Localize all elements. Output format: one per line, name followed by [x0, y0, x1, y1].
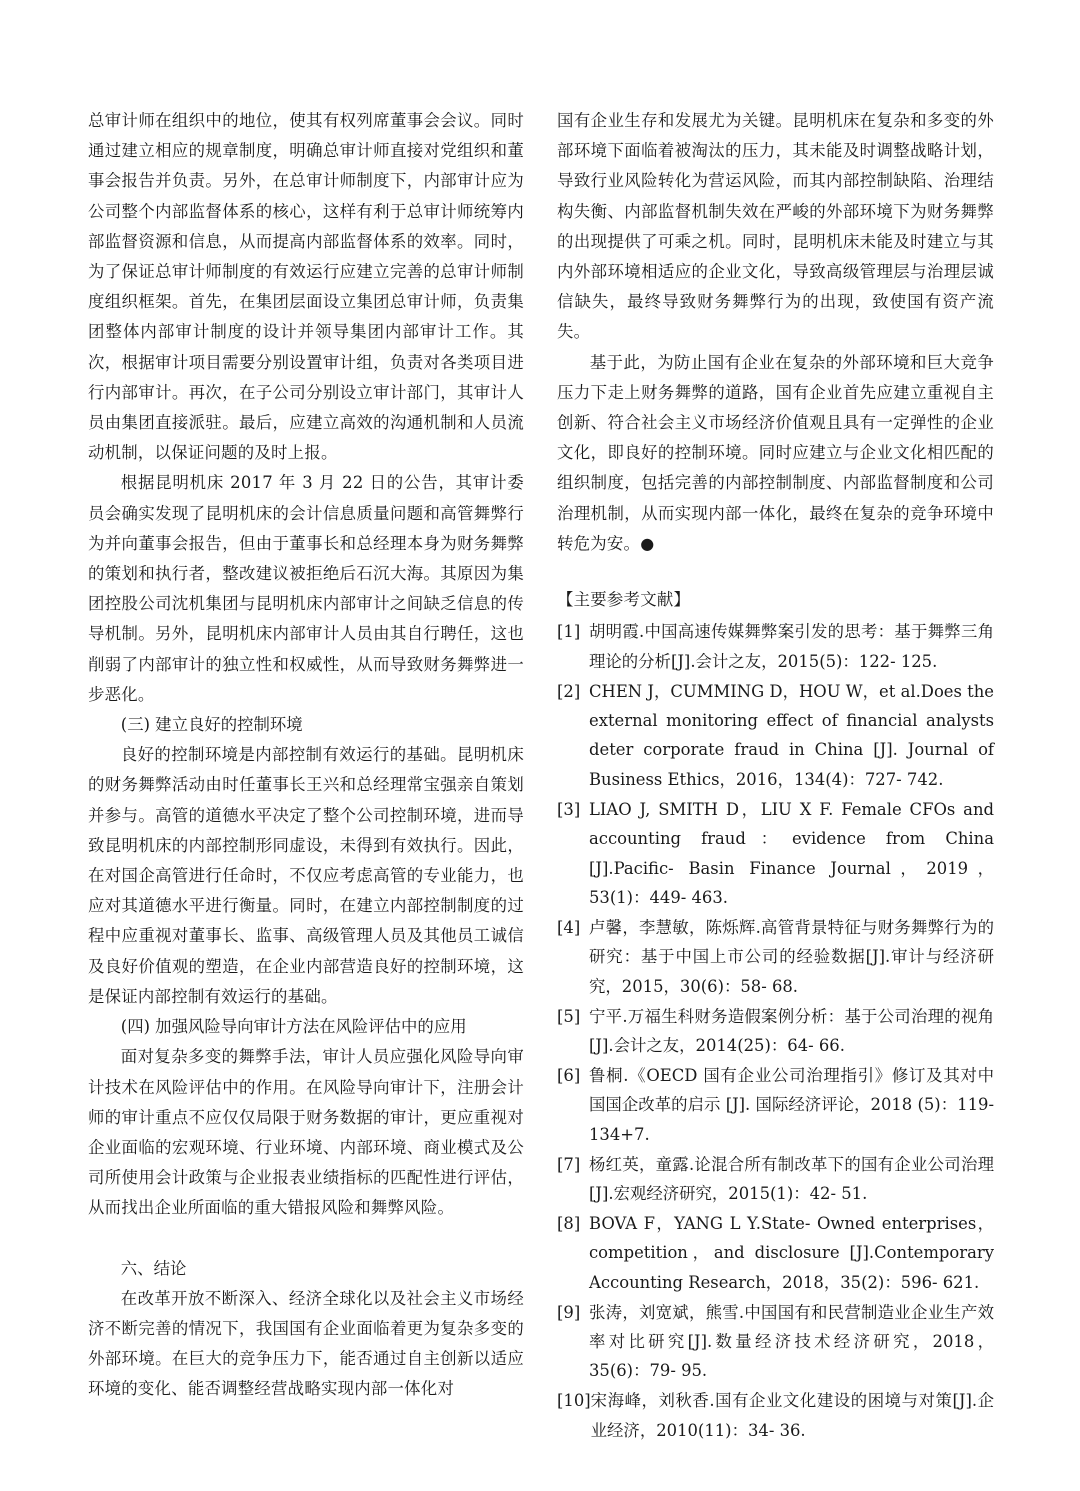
reference-item: [557, 1386, 994, 1445]
reference-item: [557, 677, 994, 795]
body-paragraph: 面对复杂多变的舞弊手法，审计人员应强化风险导向审计技术在风险评估中的作用。在风险导向审计下，注册会计师的审计重点不应仅仅局限于财务数据的审计，更应重视对企业面临的宏观环境、行业环境、内部环境、商业模式及公司所使用会计政策与企业报表业绩指标的匹配性进行评估，从而找出企业所面临的重大错报风险和舞弊风险。: [88, 1047, 524, 1218]
reference-number: [7]: [557, 1154, 581, 1174]
reference-item: [557, 1002, 994, 1061]
paragraph-text: 基于此，为防止国有企业在复杂的外部环境和巨大竞争压力下走上财务舞弊的道路，国有企业首先应建立重视自主创新、符合社会主义市场经济价值观且具有一定弹性的企业文化，即良好的控制环境。同时应建立与企业文化相匹配的组织制度，包括完善的内部控制制度、内部监督制度和公司治理机制，从而实现内部一体化，最终在复杂的竞争环境中转危为安。: [557, 352, 994, 553]
reference-item: [557, 617, 994, 676]
reference-number: [8]: [557, 1213, 581, 1233]
body-paragraph: 良好的控制环境是内部控制有效运行的基础。昆明机床的财务舞弊活动由时任董事长王兴和总经理常宝强亲自策划并参与。高管的道德水平决定了整个公司控制环境，进而导致昆明机床的内部控制形同虚设，未得到有效执行。因此，在对国企高管进行任命时，不仅应考虑高管的专业能力，也应对其道德水平进行衡量。同时，在建立内部控制制度的过程中应重视对董事长、监事、高级管理人员及其他员工诚信及良好价值观的塑造，在企业内部营造良好的控制环境，这是保证内部控制有效运行的基础。: [88, 745, 524, 1006]
reference-list: [557, 617, 994, 1445]
reference-item: [557, 795, 994, 913]
reference-number: [5]: [557, 1006, 581, 1026]
reference-number: [9]: [557, 1302, 581, 1322]
body-paragraph: [557, 348, 994, 559]
subsection-heading: (四) 加强风险导向审计方法在风险评估中的应用: [120, 1017, 467, 1037]
reference-text: 张涛，刘宽斌，熊雪.中国国有和民营制造业企业生产效率对比研究[J].数量经济技术经济研究，2018，35(6)：79- 95.: [589, 1302, 994, 1381]
reference-text: 胡明霞.中国高速传媒舞弊案引发的思考：基于舞弊三角理论的分析[J].会计之友，2015(5)：122- 125.: [589, 622, 994, 671]
section-heading: 六、结论: [120, 1258, 187, 1278]
left-column: [88, 106, 524, 1405]
body-paragraph: 在改革开放不断深入、经济全球化以及社会主义市场经济不断完善的情况下，我国国有企业面临着更为复杂多变的外部环境。在巨大的竞争压力下，能否通过自主创新以适应环境的变化、能否调整经营战略实现内部一体化对: [88, 1288, 524, 1399]
reference-text: CHEN J，CUMMING D，HOU W，et al.Does the external monitoring effect of financial analysts deter corporate fraud in China [J]. Journal of Business Ethics，2016，134(4)：727- 742.: [589, 681, 994, 789]
reference-number: [4]: [557, 917, 581, 937]
reference-number: [6]: [557, 1065, 581, 1085]
reference-text: BOVA F，YANG L Y.State- Owned enterprises，competition，and disclosure [J].Contemporary Accounting Research，2018，35(2)：596- 621.: [589, 1213, 994, 1292]
reference-item: [557, 913, 994, 1001]
reference-text: 鲁桐.《OECD 国有企业公司治理指引》修订及其对中国国企改革的启示 [J]. 国际经济评论，2018 (5)：119- 134+7.: [589, 1065, 994, 1144]
right-column: [557, 106, 994, 1446]
reference-number: [10]: [557, 1391, 591, 1411]
body-paragraph: 总审计师在组织中的地位，使其有权列席董事会会议。同时通过建立相应的规章制度，明确总审计师直接对党组织和董事会报告并负责。另外，在总审计师制度下，内部审计应为公司整个内部监督体系的核心，这样有利于总审计师统筹内部监督资源和信息，从而提高内部监督体系的效率。同时，为了保证总审计师制度的有效运行应建立完善的总审计师制度组织框架。首先，在集团层面设立集团总审计师，负责集团整体内部审计制度的设计并领导集团内部审计工作。其次，根据审计项目需要分别设置审计组，负责对各类项目进行内部审计。再次，在子公司分别设立审计部门，其审计人员由集团直接派驻。最后，应建立高效的沟通机制和人员流动机制，以保证问题的及时上报。: [88, 111, 524, 463]
body-paragraph: 国有企业生存和发展尤为关键。昆明机床在复杂和多变的外部环境下面临着被淘汰的压力，其未能及时调整战略计划，导致行业风险转化为营运风险，而其内部控制缺陷、治理结构失衡、内部监督机制失效在严峻的外部环境下为财务舞弊的出现提供了可乘之机。同时，昆明机床未能及时建立与其内外部环境相适应的企业文化，导致高级管理层与治理层诚信缺失，最终导致财务舞弊行为的出现，致使国有资产流失。: [557, 111, 994, 342]
reference-text: 宁平.万福生科财务造假案例分析：基于公司治理的视角[J].会计之友，2014(25)：64- 66.: [589, 1006, 994, 1055]
reference-number: [2]: [557, 681, 581, 701]
reference-text: 卢馨，李慧敏，陈烁辉.高管背景特征与财务舞弊行为的研究：基于中国上市公司的经验数据[J].审计与经济研究，2015，30(6)：58- 68.: [589, 917, 994, 996]
reference-text: LIAO J, SMITH D，LIU X F. Female CFOs and accounting fraud：evidence from China [J].Pacific- Basin Finance Journal，2019，53(1)：449- 463.: [589, 799, 994, 907]
reference-number: [1]: [557, 622, 581, 642]
reference-text: 杨红英，童露.论混合所有制改革下的国有企业公司治理[J].宏观经济研究，2015(1)：42- 51.: [589, 1154, 994, 1203]
reference-number: [3]: [557, 799, 581, 819]
end-mark-icon: ●: [640, 533, 655, 553]
subsection-heading: (三) 建立良好的控制环境: [120, 715, 303, 735]
reference-item: [557, 1298, 994, 1386]
reference-text: 宋海峰，刘秋香.国有企业文化建设的困境与对策[J].企业经济，2010(11)：34- 36.: [590, 1391, 994, 1440]
reference-item: [557, 1150, 994, 1209]
reference-item: [557, 1061, 994, 1149]
reference-item: [557, 1209, 994, 1297]
references-title: 【主要参考文献】: [557, 590, 691, 610]
body-paragraph: 根据昆明机床 2017 年 3 月 22 日的公告，其审计委员会确实发现了昆明机床的会计信息质量问题和高管舞弊行为并向董事会报告，但由于董事长和总经理本身为财务舞弊的策划和执行者，整改建议被拒绝后石沉大海。其原因为集团控股公司沈机集团与昆明机床内部审计之间缺乏信息的传导机制。另外，昆明机床内部审计人员由其自行聘任，这也削弱了内部审计的独立性和权威性，从而导致财务舞弊进一步恶化。: [88, 473, 524, 704]
